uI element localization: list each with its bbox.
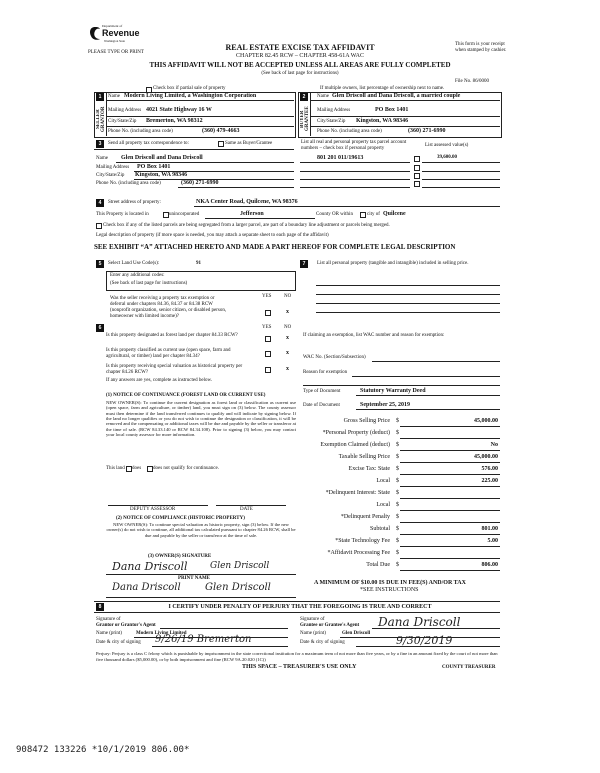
notice-compliance-title: (2) NOTICE OF COMPLIANCE (HISTORIC PROPERTY) xyxy=(116,516,245,521)
section-5-badge: 5 xyxy=(96,260,104,268)
seller-address[interactable]: 4021 State Highway 16 W xyxy=(146,107,212,113)
city-name[interactable]: Quilcene xyxy=(383,211,406,217)
city-of-label: city of xyxy=(367,212,380,217)
affidavit-fee-label: *Affidavit Processing Fee xyxy=(327,550,390,556)
exempt-question-3: (nonprofit organization, senior citizen, or disabled person, xyxy=(110,308,227,313)
current-use-no-mark[interactable]: x xyxy=(286,350,289,356)
form-title: REAL ESTATE EXCISE TAX AFFIDAVIT xyxy=(225,43,375,52)
see-instructions-note: *SEE INSTRUCTIONS xyxy=(360,587,419,593)
s6-yes-header: YES xyxy=(262,325,272,330)
additional-codes-note: (See back of last page for instructions) xyxy=(110,281,188,286)
total-due[interactable]: 806.00 xyxy=(481,562,498,568)
tax-phone[interactable]: (360) 271-6990 xyxy=(181,180,219,186)
revenue-logo-icon xyxy=(88,26,102,42)
same-as-buyer-checkbox[interactable] xyxy=(218,141,224,147)
receipt-note-2: when stamped by cashier. xyxy=(455,48,507,53)
cashier-stamp: 908472 133226 *10/1/2019 806.00* xyxy=(16,745,190,755)
grantee-date-label: Date & city of signing xyxy=(300,640,345,645)
parcel-number[interactable]: 801 201 011/19613 xyxy=(317,155,364,161)
section-7-badge: 7 xyxy=(300,260,308,268)
logo-name: Revenue xyxy=(102,28,140,38)
technology-fee-dollar: $ xyxy=(396,538,399,544)
forest-yes-checkbox[interactable] xyxy=(265,336,271,342)
s6-no-header: NO xyxy=(284,325,292,330)
delinquent-local-dollar: $ xyxy=(396,502,399,508)
buyer-phone-label: Phone No. (including area code) xyxy=(317,129,382,134)
land-does-label: This land xyxy=(106,466,125,471)
subtotal-dollar: $ xyxy=(396,526,399,532)
doc-type[interactable]: Statutory Warranty Deed xyxy=(360,388,426,394)
treasurer-use: THIS SPACE – TREASURER'S USE ONLY xyxy=(242,664,357,670)
unincorporated-label: unincorporated xyxy=(169,212,200,217)
taxable-selling-label: Taxable Selling Price xyxy=(338,454,390,460)
exempt-yes-checkbox[interactable] xyxy=(265,310,271,316)
owner-signature-label: (3) OWNER(S) SIGNATURE xyxy=(148,554,212,559)
grantee-signature[interactable]: Dana Driscoll xyxy=(378,615,461,629)
multiple-owners-note: If multiple owners, list percentage of ownership next to name. xyxy=(320,86,445,91)
section-2-badge: 2 xyxy=(300,93,308,101)
forest-land-question: Is this property designated as forest land per chapter 84.33 RCW? xyxy=(106,333,238,338)
print-name-2[interactable]: Glen Driscoll xyxy=(205,582,271,593)
deputy-assessor-label: DEPUTY ASSESSOR xyxy=(130,507,176,512)
personal-property-label: List all personal property (tangible and intangible) included in selling price. xyxy=(317,261,469,266)
parcel-personal-checkbox[interactable] xyxy=(414,156,420,162)
wac-label: WAC No. (Section/Subsection) xyxy=(303,355,366,360)
section-4-badge: 4 xyxy=(96,199,104,207)
grantee-sig-label-2: Grantee or Grantee's Agent xyxy=(300,623,360,628)
parcel-4-checkbox[interactable] xyxy=(414,181,420,187)
grantor-sig-label-2: Grantor or Grantor's Agent xyxy=(96,623,156,628)
parcel-header-2: numbers – check box if personal property xyxy=(301,146,385,151)
tax-address[interactable]: PO Box 1401 xyxy=(137,164,171,170)
street-address[interactable]: NKA Center Road, Quilcene, WA 98376 xyxy=(196,199,298,205)
delinquent-state-dollar: $ xyxy=(396,490,399,496)
print-name-label: PRINT NAME xyxy=(178,576,210,581)
land-use-label: Select Land Use Code(s): xyxy=(108,261,160,266)
excise-tax-local[interactable]: 225.00 xyxy=(481,478,498,484)
exempt-question-4: homeowner with limited income)? xyxy=(110,314,180,319)
exemption-claimed[interactable]: No xyxy=(490,442,498,448)
seller-name[interactable]: Modern Living Limited, a Washington Corporation xyxy=(124,93,257,99)
buyer-side-label: BUYER GRANTEE xyxy=(300,106,310,132)
excise-tax-state[interactable]: 576.00 xyxy=(481,466,498,472)
deputy-date-label: DATE xyxy=(240,507,253,512)
segregated-label: Check box if any of the listed parcels are being segregated from a larger parcel, are part of a boundary line adjustment or parcels being merged. xyxy=(103,223,390,228)
parcel-header-1: List all real and personal property tax parcel account xyxy=(301,140,407,145)
tax-name-label: Name xyxy=(96,156,108,161)
grantor-date-label: Date & city of signing xyxy=(96,640,141,645)
gross-selling-price[interactable]: 45,000.00 xyxy=(474,418,498,424)
grantor-sig-label-1: Signature of xyxy=(96,617,121,622)
notice-continuance-title: (1) NOTICE OF CONTINUANCE (FOREST LAND OR CURRENT USE) xyxy=(106,393,266,398)
county-name[interactable]: Jefferson xyxy=(240,211,264,217)
grantee-name-label: Name (print) xyxy=(300,631,326,636)
taxable-selling-price[interactable]: 45,000.00 xyxy=(474,454,498,460)
seller-address-label: Mailing Address xyxy=(108,108,142,113)
gross-selling-label: Gross Selling Price xyxy=(343,418,390,424)
assessed-header: List assessed value(s) xyxy=(425,143,469,148)
seller-phone[interactable]: (360) 479-4663 xyxy=(202,128,240,134)
taxable-dollar: $ xyxy=(396,454,399,460)
section-8-badge: 8 xyxy=(96,603,104,611)
grantor-date-city[interactable]: 9/26/19 Bremerton xyxy=(155,634,252,645)
total-due-dollar: $ xyxy=(396,562,399,568)
grantee-date[interactable]: 9/30/2019 xyxy=(396,634,453,647)
assessed-value[interactable]: 39,600.00 xyxy=(437,155,457,160)
doc-date[interactable]: September 25, 2019 xyxy=(360,402,411,408)
minimum-fee-note: A MINIMUM OF $10.00 IS DUE IN FEE(S) AND/OR TAX xyxy=(314,580,466,586)
owner-signature-1[interactable]: Dana Driscoll xyxy=(112,560,188,573)
section-1-badge: 1 xyxy=(96,93,104,101)
not-accepted-warning: THIS AFFIDAVIT WILL NOT BE ACCEPTED UNLESS ALL AREAS ARE FULLY COMPLETED xyxy=(149,61,451,69)
tax-correspondence-label: Send all property tax correspondence to: xyxy=(108,141,189,146)
exhibit-reference: SEE EXHIBIT “A” ATTACHED HERETO AND MADE A PART HEREOF FOR COMPLETE LEGAL DESCRIPTION xyxy=(94,243,456,251)
doc-type-label: Type of Document xyxy=(303,389,341,394)
receipt-note-1: This form is your receipt xyxy=(455,42,505,47)
tax-city[interactable]: Kingston, WA 98346 xyxy=(135,172,188,178)
located-in-label: This Property is located in xyxy=(96,212,149,217)
excise-local-label: Local xyxy=(376,478,390,484)
exemption-question: If claiming an exemption, list WAC number and reason for exemption: xyxy=(303,333,445,338)
historic-yes-checkbox[interactable] xyxy=(265,367,271,373)
excise-state-dollar: $ xyxy=(396,466,399,472)
historic-question: Is this property receiving special valuation as historical property per chapter 84.26 RCW? xyxy=(106,364,243,375)
current-use-yes-checkbox[interactable] xyxy=(265,351,271,357)
same-as-buyer-label: Same as Buyer/Grantee xyxy=(225,141,273,146)
tax-city-label: City/State/Zip xyxy=(96,173,125,178)
please-type: PLEASE TYPE OR PRINT xyxy=(88,50,144,55)
delinquent-penalty-dollar: $ xyxy=(396,514,399,520)
personal-property-deduct-label: *Personal Property (deduct) xyxy=(322,430,390,436)
personal-dollar: $ xyxy=(396,430,399,436)
notice-continuance-body: NEW OWNER(S): To continue the current designation as forest land or classification as current use (open space, farm and agriculture, or timber) land, you must sign on (3) below. The county assessor must then determine if the land transferred continues to qualify and will indicate by signing below. If the land no longer qualifies or you do not wish to continue the designation or classification, it will be removed and the compensating or additional taxes will be due and payable by the seller or transferor at the time of sale. (RCW 84.33.140 or RCW 84.34.108). Prior to signing (3) below, you may contact your local county assessor for more information. xyxy=(106,400,296,438)
certify-statement: I CERTIFY UNDER PENALTY OF PERJURY THAT THE FOREGOING IS TRUE AND CORRECT xyxy=(168,604,432,610)
buyer-address[interactable]: PO Box 1401 xyxy=(375,107,409,113)
delinquent-penalty-label: *Delinquent Penalty xyxy=(340,514,390,520)
logo-sub: Washington State xyxy=(104,39,126,43)
additional-codes-label: Enter any additional codes: xyxy=(110,273,165,278)
subtotal-label: Subtotal xyxy=(369,526,390,532)
delinquent-state-label: *Delinquent Interest: State xyxy=(325,490,390,496)
historic-no-mark[interactable]: x xyxy=(286,366,289,372)
buyer-name[interactable]: Glen Driscoll and Dana Driscoll, a married couple xyxy=(332,93,461,99)
total-due-label: Total Due xyxy=(366,562,390,568)
excise-state-label: Excise Tax: State xyxy=(348,466,390,472)
delinquent-local-label: Local xyxy=(376,502,390,508)
buyer-address-label: Mailing Address xyxy=(317,108,351,113)
does-label: does xyxy=(132,466,142,471)
section-6-badge: 6 xyxy=(96,324,104,332)
segregated-checkbox[interactable] xyxy=(96,223,102,229)
seller-phone-label: Phone No. (including area code) xyxy=(108,129,173,134)
yes-instruction: If any answers are yes, complete as instructed below. xyxy=(106,378,213,383)
reason-label: Reason for exemption xyxy=(303,370,348,375)
perjury-warning: Perjury: Perjury is a class C felony which is punishable by imprisonment in the state correctional institution for a maximum term of not more than five years, or by a fine in an amount fixed by the court of not more than five thousand dollars ($5,000.00), or by both imprisonment and fine (RCW 9A.20.020 (1C)) xyxy=(96,651,498,662)
tax-address-label: Mailing Address xyxy=(96,165,130,170)
subtotal[interactable]: 801.00 xyxy=(481,526,498,532)
partial-sale-label: Check box if partial sale of property xyxy=(153,86,226,91)
owner-signature-2[interactable]: Glen Driscoll xyxy=(210,561,270,571)
seller-city-label: City/State/Zip xyxy=(108,119,137,124)
exemption-dollar: $ xyxy=(396,442,399,448)
gross-dollar: $ xyxy=(396,418,399,424)
seller-side-label: SELLER GRANTOR xyxy=(96,106,106,132)
grantor-name-label: Name (print) xyxy=(96,631,122,636)
buyer-phone[interactable]: (360) 271-6990 xyxy=(408,128,446,134)
affidavit-fee-dollar: $ xyxy=(396,550,399,556)
land-use-code[interactable]: 91 xyxy=(196,261,201,266)
tax-name[interactable]: Glen Driscoll and Dana Driscoll xyxy=(121,155,203,161)
see-back: (See back of last page for instructions) xyxy=(261,71,339,76)
city-of-checkbox[interactable] xyxy=(360,212,366,218)
technology-fee[interactable]: 5.00 xyxy=(487,538,498,544)
excise-local-dollar: $ xyxy=(396,478,399,484)
notice-compliance-body: NEW OWNER(S): To continue special valuation as historic property, sign (3) below. If the new owner(s) do not wish to continue, all additional tax calculated pursuant to chapter 84.26 RCW, shall be due and payable by the seller or transferor at the time of sale. xyxy=(106,522,296,538)
legal-description-label: Legal description of property (if more space is needed, you may attach a separate sheet to each page of the affidavit) xyxy=(96,233,329,238)
buyer-city-label: City/State/Zip xyxy=(317,119,346,124)
exempt-no-mark[interactable]: x xyxy=(286,309,289,315)
grantee-sig-label-1: Signature of xyxy=(300,617,325,622)
does-not-label: does not qualify for continuance. xyxy=(153,466,219,471)
seller-name-label: Name xyxy=(108,94,120,99)
print-name-1[interactable]: Dana Driscoll xyxy=(112,582,181,593)
county-treasurer: COUNTY TREASURER xyxy=(442,665,496,670)
forest-no-mark[interactable]: x xyxy=(286,335,289,341)
form-chapter: CHAPTER 82.45 RCW – CHAPTER 458-61A WAC xyxy=(236,53,364,59)
technology-fee-label: *State Technology Fee xyxy=(335,538,390,544)
parcel-2-checkbox[interactable] xyxy=(414,165,420,171)
logo-top-text: Department of xyxy=(102,24,123,28)
seller-city[interactable]: Bremerton, WA 98312 xyxy=(146,118,203,124)
doc-date-label: Date of Document xyxy=(303,403,340,408)
grantor-name[interactable]: Modern Living Limited xyxy=(136,631,187,636)
section-3-badge: 3 xyxy=(96,140,104,148)
exempt-question-2: deferral under chapters 84.36, 84.37 or 84.38 RCW xyxy=(110,302,213,307)
grantee-name[interactable]: Glen Driscoll xyxy=(342,631,371,636)
current-use-question: Is this property classified as current use (open space, farm and agricultural, or timber) land per chapter 84.34? xyxy=(106,348,231,359)
exempt-yes-header: YES xyxy=(262,294,272,299)
file-number: File No. 86/0000 xyxy=(455,79,490,84)
street-label: Street address of property: xyxy=(108,200,161,205)
tax-phone-label: Phone No. (including area code) xyxy=(96,181,161,186)
exemption-claimed-label: Exemption Claimed (deduct) xyxy=(320,442,390,448)
exempt-no-header: NO xyxy=(284,294,292,299)
parcel-3-checkbox[interactable] xyxy=(414,173,420,179)
exempt-question-1: Was the seller receiving a property tax exemption or xyxy=(110,296,215,301)
buyer-city[interactable]: Kingston, WA 98346 xyxy=(356,118,409,124)
county-or-within: County OR within xyxy=(316,212,353,217)
buyer-name-label: Name xyxy=(317,94,329,99)
